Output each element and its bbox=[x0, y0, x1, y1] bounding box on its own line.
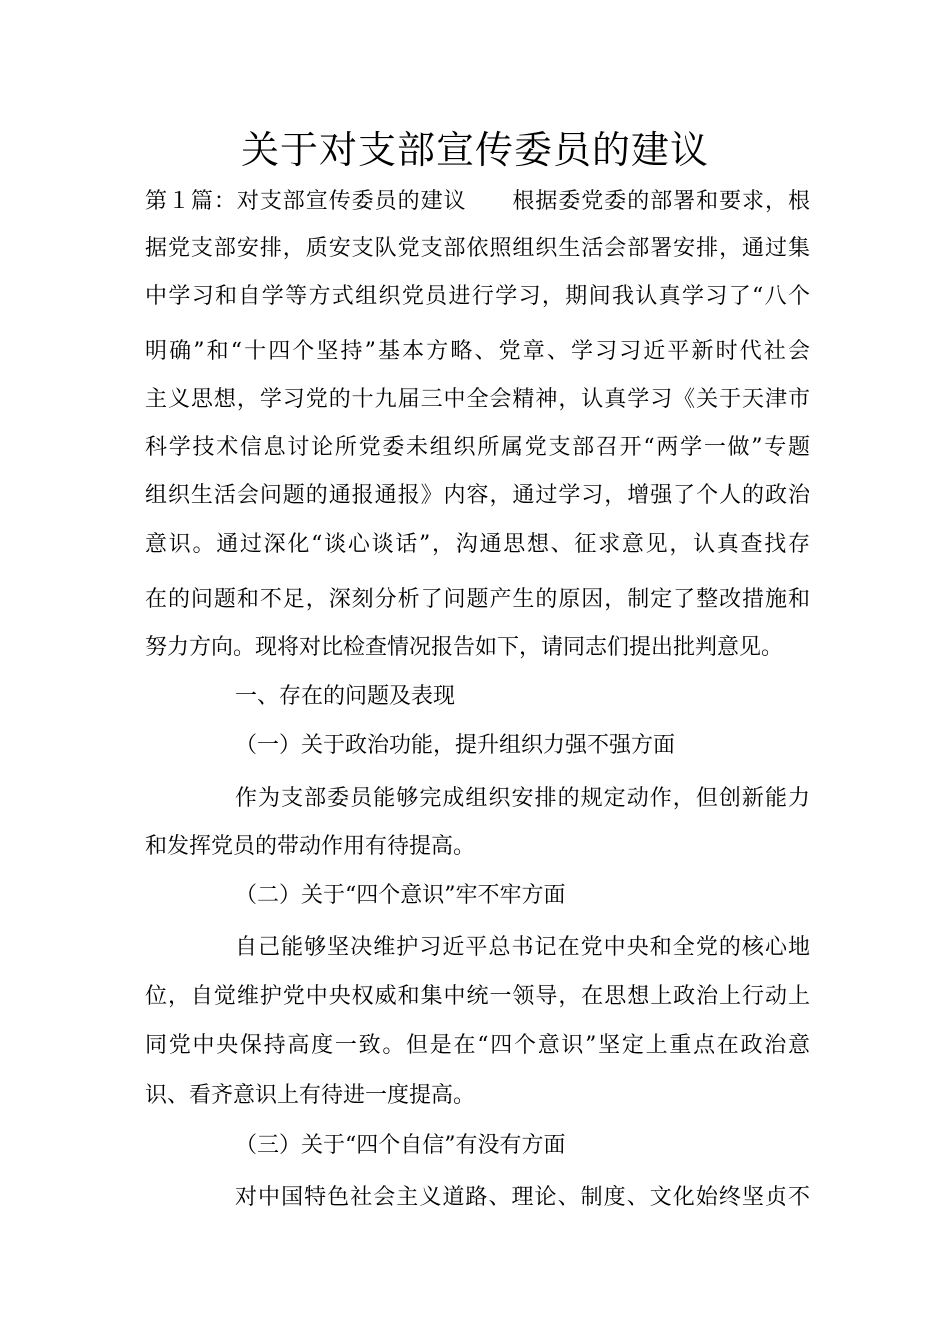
subsection-heading: （一）关于政治功能，提升组织力强不强方面 bbox=[235, 733, 676, 758]
paragraph-line: 在的问题和不足，深刻分析了问题产生的原因，制定了整改措施和 bbox=[145, 587, 810, 612]
paragraph-line: 中学习和自学等方式组织党员进行学习，期间我认真学习了“八个 bbox=[145, 284, 810, 309]
paragraph-line: 努力方向。现将对比检查情况报告如下，请同志们提出批判意见。 bbox=[145, 635, 784, 660]
paragraph-line: 主义思想，学习党的十九届三中全会精神，认真学习《关于天津市 bbox=[145, 387, 810, 412]
paragraph-line: 科学技术信息讨论所党委未组织所属党支部召开“两学一做”专题 bbox=[145, 435, 810, 460]
paragraph-line: 识、看齐意识上有待进一度提高。 bbox=[145, 1083, 476, 1108]
paragraph-line: 自己能够坚决维护习近平总书记在党中央和全党的核心地 bbox=[235, 935, 810, 960]
paragraph-line: 第１篇：对支部宣传委员的建议 根据委党委的部署和要求，根 bbox=[145, 189, 810, 214]
paragraph-line: 和发挥党员的带动作用有待提高。 bbox=[145, 834, 476, 859]
paragraph-line: 位，自觉维护党中央权威和集中统一领导，在思想上政治上行动上 bbox=[145, 984, 810, 1009]
paragraph-line: 明确”和“十四个坚持”基本方略、党章、学习习近平新时代社会 bbox=[145, 339, 810, 364]
paragraph-line: 意识。通过深化“谈心谈话”，沟通思想、征求意见，认真查找存 bbox=[145, 532, 810, 557]
document-title: 关于对支部宣传委员的建议 bbox=[240, 128, 709, 172]
paragraph-line: 同党中央保持高度一致。但是在“四个意识”坚定上重点在政治意 bbox=[145, 1033, 810, 1058]
paragraph-line: 据党支部安排，质安支队党支部依照组织生活会部署安排，通过集 bbox=[145, 236, 810, 261]
subsection-heading: （二）关于“四个意识”牢不牢方面 bbox=[235, 883, 566, 908]
paragraph-line: 作为支部委员能够完成组织安排的规定动作，但创新能力 bbox=[235, 786, 810, 811]
paragraph-line: 对中国特色社会主义道路、理论、制度、文化始终坚贞不 bbox=[235, 1185, 810, 1210]
section-heading: 一、存在的问题及表现 bbox=[235, 684, 456, 709]
subsection-heading: （三）关于“四个自信”有没有方面 bbox=[235, 1133, 566, 1158]
paragraph-line: 组织生活会问题的通报通报》内容，通过学习，增强了个人的政治 bbox=[145, 483, 810, 508]
